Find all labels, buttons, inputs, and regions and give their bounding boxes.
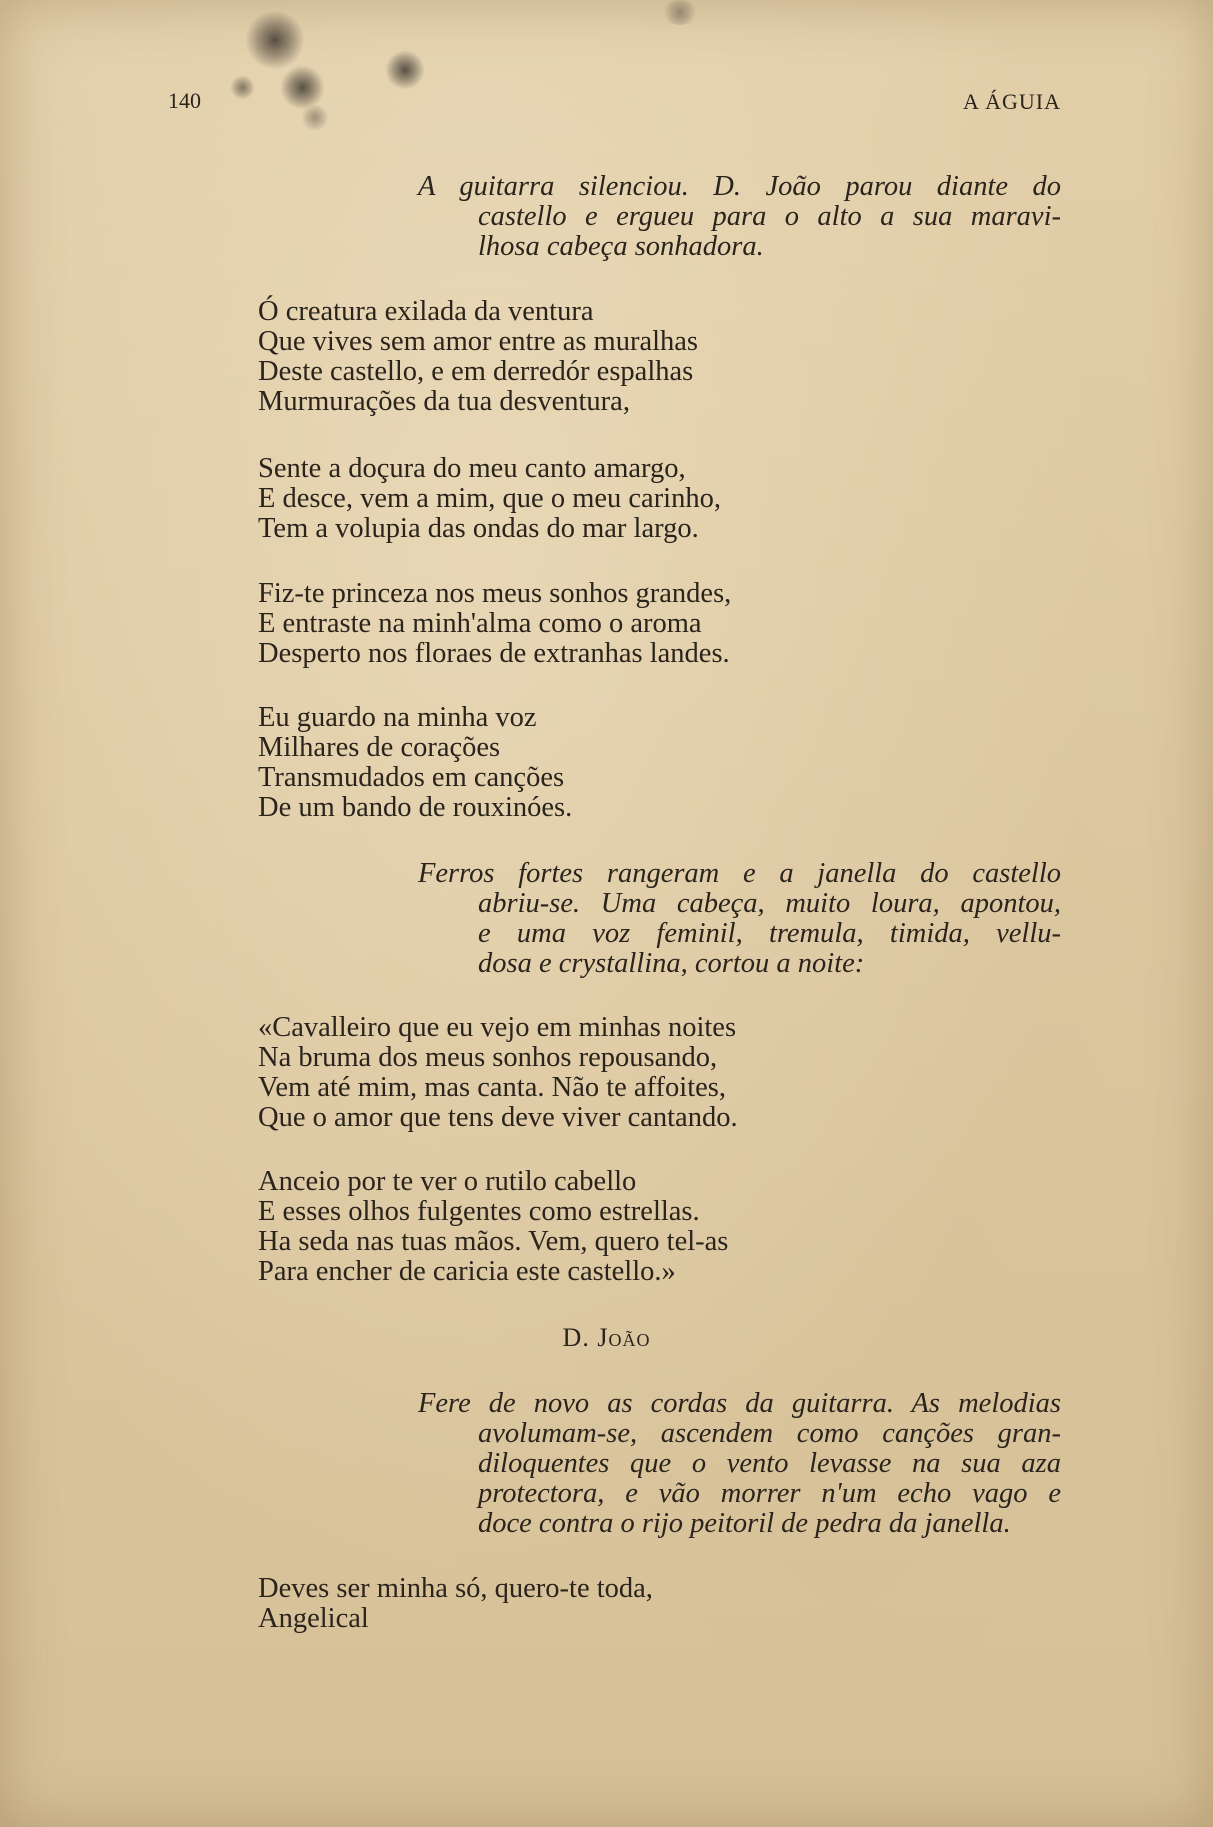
verse-line: Ha seda nas tuas mãos. Vem, quero tel-as <box>258 1226 729 1257</box>
verse-line: Eu guardo na minha voz <box>258 702 537 733</box>
stage-line: A guitarra silenciou. D. João parou diante do <box>418 171 1061 202</box>
stage-direction-3 <box>418 1389 1061 1539</box>
verse-line: Milhares de corações <box>258 732 501 763</box>
stage-direction-2 <box>418 859 1061 979</box>
verse-line: Para encher de caricia este castello.» <box>258 1256 676 1287</box>
verse-line: Na bruma dos meus sonhos repousando, <box>258 1042 718 1073</box>
speaker-name <box>0 1323 1213 1353</box>
stage-line: diloquentes que o vento levasse na sua aza <box>478 1448 1061 1479</box>
verse-stanza-3 <box>258 579 731 669</box>
verse-line: Anceio por te ver o rutilo cabello <box>258 1166 637 1197</box>
verse-stanza-6 <box>258 1167 728 1287</box>
stage-line: abriu-se. Uma cabeça, muito loura, apontou, <box>478 888 1061 919</box>
verse-line: Vem até mim, mas canta. Não te affoites, <box>258 1072 726 1103</box>
verse-line: Transmudados em canções <box>258 762 565 793</box>
verse-line: E entraste na minh'alma como o aroma <box>258 608 702 639</box>
ink-stain <box>280 65 325 110</box>
stage-line: doce contra o rijo peitoril de pedra da janella. <box>478 1508 1011 1539</box>
verse-stanza-2 <box>258 454 721 544</box>
running-title: A ÁGUIA <box>962 89 1061 114</box>
verse-stanza-7 <box>258 1574 653 1634</box>
verse-line: Que vives sem amor entre as muralhas <box>258 326 699 357</box>
verse-line: Sente a doçura do meu canto amargo, <box>258 453 686 484</box>
stage-line: protectora, e vão morrer n'um echo vago e <box>478 1478 1061 1509</box>
stage-line: avolumam-se, ascendem como canções gran- <box>478 1418 1061 1449</box>
stage-line: Ferros fortes rangeram e a janella do castello <box>418 858 1061 889</box>
stage-line: castello e ergueu para o alto a sua maravi- <box>478 201 1061 232</box>
verse-line: «Cavalleiro que eu vejo em minhas noites <box>258 1012 737 1043</box>
stage-line: Fere de novo as cordas da guitarra. As melodias <box>418 1388 1061 1419</box>
verse-line: Angelical <box>258 1603 369 1634</box>
verse-line: Deste castello, e em derredór espalhas <box>258 356 694 387</box>
page-number: 140 <box>168 88 201 113</box>
stage-line: e uma voz feminil, tremula, timida, vellu- <box>478 918 1061 949</box>
verse-line: Desperto nos floraes de extranhas landes. <box>258 638 730 669</box>
stage-line: lhosa cabeça sonhadora. <box>478 231 764 262</box>
ink-stain <box>300 105 330 130</box>
ink-stain <box>660 0 700 25</box>
verse-stanza-4 <box>258 703 572 823</box>
ink-stain <box>230 75 255 100</box>
verse-line: Que o amor que tens deve viver cantando. <box>258 1102 738 1133</box>
verse-line: Deves ser minha só, quero-te toda, <box>258 1573 653 1604</box>
ink-stain <box>385 50 425 90</box>
verse-line: Ó creatura exilada da ventura <box>258 296 594 327</box>
stage-line: dosa e crystallina, cortou a noite: <box>478 948 865 979</box>
speaker-prefix: D. J <box>562 1323 609 1352</box>
verse-line: Murmurações da tua desventura, <box>258 386 630 417</box>
verse-line: E desce, vem a mim, que o meu carinho, <box>258 483 721 514</box>
verse-line: Tem a volupia das ondas do mar largo. <box>258 513 699 544</box>
verse-line: E esses olhos fulgentes como estrellas. <box>258 1196 700 1227</box>
verse-stanza-5 <box>258 1013 738 1133</box>
verse-line: De um bando de rouxinóes. <box>258 792 573 823</box>
speaker-rest: oão <box>608 1323 651 1352</box>
verse-stanza-1 <box>258 297 698 417</box>
verse-line: Fiz-te princeza nos meus sonhos grandes, <box>258 578 732 609</box>
ink-stain <box>245 10 305 70</box>
stage-direction-1 <box>418 172 1061 262</box>
